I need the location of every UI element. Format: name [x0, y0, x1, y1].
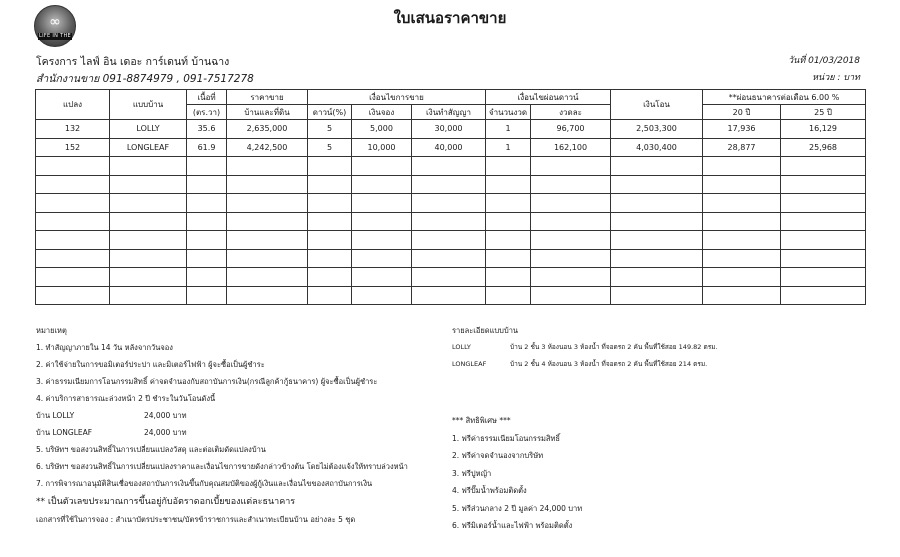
- empty-cell: [611, 175, 703, 194]
- notes-section: [36, 322, 456, 528]
- empty-cell: [187, 268, 227, 287]
- note-1: 1. ทำสัญญาภายใน 14 วัน หลังจากวันจอง: [36, 343, 173, 352]
- empty-cell: [486, 212, 531, 231]
- price-table-body: [36, 120, 866, 305]
- empty-cell: [611, 194, 703, 213]
- empty-cell: [36, 268, 110, 287]
- note-6: 6. บริษัทฯ ขอสงวนสิทธิ์ในการเปลี่ยนแปลงราคาและเงื่อนไขการขายดังกล่าวข้างต้น โดยไม่ต้องแจ้งให้ทราบล่วงหน้า: [36, 462, 408, 471]
- empty-cell: [531, 212, 611, 231]
- empty-cell: [352, 231, 412, 250]
- header-bank: **ผ่อนธนาคารต่อเดือน 6.00 %: [703, 90, 866, 105]
- empty-cell: [352, 249, 412, 268]
- empty-cell: [227, 175, 308, 194]
- empty-cell: [781, 268, 866, 287]
- sales-office-phone: สำนักงานขาย 091-8874979 , 091-7517278: [36, 73, 254, 85]
- empty-cell: [187, 175, 227, 194]
- detail-model: LOLLY: [452, 343, 471, 351]
- empty-cell: [352, 194, 412, 213]
- cell-price: 2,635,000: [227, 120, 308, 139]
- header-model: แบบบ้าน: [110, 90, 187, 120]
- empty-cell: [308, 286, 352, 305]
- header-contract: เงินทำสัญญา: [412, 105, 486, 120]
- empty-cell: [611, 231, 703, 250]
- header-per-installment: งวดละ: [531, 105, 611, 120]
- fee-lolly: [36, 407, 456, 424]
- header-area: เนื้อที่: [187, 90, 227, 105]
- cell-area: 35.6: [187, 120, 227, 139]
- empty-row: [36, 231, 866, 250]
- header-loan: เงินโอน: [611, 90, 703, 120]
- cell-25-years: 16,129: [781, 120, 866, 139]
- empty-cell: [703, 286, 781, 305]
- empty-cell: [352, 157, 412, 176]
- header-sale-terms: เงื่อนไขการขาย: [308, 90, 486, 105]
- cell-area: 61.9: [187, 138, 227, 157]
- special-item: 4. ฟรีปั๊มน้ำพร้อมติดตั้ง: [452, 486, 527, 495]
- header-booking: เงินจอง: [352, 105, 412, 120]
- empty-cell: [110, 249, 187, 268]
- empty-cell: [486, 157, 531, 176]
- currency-unit: หน่วย : บาท: [812, 73, 860, 83]
- empty-row: [36, 157, 866, 176]
- fee-longleaf-label: บ้าน LONGLEAF: [36, 428, 93, 437]
- empty-cell: [611, 212, 703, 231]
- empty-cell: [611, 286, 703, 305]
- empty-cell: [412, 231, 486, 250]
- fee-longleaf: [36, 424, 456, 441]
- empty-row: [36, 286, 866, 305]
- empty-cell: [412, 194, 486, 213]
- empty-cell: [36, 249, 110, 268]
- document-date: วันที่ 01/03/2018: [788, 56, 860, 66]
- empty-cell: [781, 286, 866, 305]
- empty-cell: [486, 268, 531, 287]
- empty-cell: [611, 249, 703, 268]
- infinity-icon: ∞: [49, 14, 61, 30]
- detail-item: [452, 339, 718, 356]
- empty-cell: [36, 157, 110, 176]
- cell-price: 4,242,500: [227, 138, 308, 157]
- empty-cell: [308, 212, 352, 231]
- empty-cell: [352, 212, 412, 231]
- empty-cell: [531, 286, 611, 305]
- empty-cell: [110, 175, 187, 194]
- empty-cell: [531, 157, 611, 176]
- empty-row: [36, 175, 866, 194]
- cell-down-pct: 5: [308, 120, 352, 139]
- empty-row: [36, 212, 866, 231]
- empty-cell: [308, 194, 352, 213]
- empty-cell: [227, 194, 308, 213]
- empty-cell: [110, 231, 187, 250]
- empty-cell: [187, 212, 227, 231]
- price-table: [35, 89, 866, 305]
- empty-cell: [308, 157, 352, 176]
- empty-cell: [227, 249, 308, 268]
- empty-cell: [781, 157, 866, 176]
- details-heading: รายละเอียดแบบบ้าน: [452, 326, 519, 335]
- empty-cell: [187, 231, 227, 250]
- fee-longleaf-value: 24,000 บาท: [144, 428, 187, 437]
- note-5: 5. บริษัทฯ ขอสงวนสิทธิ์ในการเปลี่ยนแปลงวัสดุ และต่อเติมดัดแปลงบ้าน: [36, 445, 266, 454]
- cell-loan: 4,030,400: [611, 138, 703, 157]
- detail-desc: บ้าน 2 ชั้น 3 ห้องนอน 3 ห้องน้ำ ที่จอดรถ 2 คัน พื้นที่ใช้สอย 149.82 ตรม.: [510, 343, 718, 351]
- header-down-terms: เงื่อนไขผ่อนดาวน์: [486, 90, 611, 105]
- empty-cell: [308, 175, 352, 194]
- empty-row: [36, 194, 866, 213]
- table-row: [36, 138, 866, 157]
- cell-down-pct: 5: [308, 138, 352, 157]
- special-item: 5. ฟรีส่วนกลาง 2 ปี มูลค่า 24,000 บาท: [452, 503, 583, 513]
- rate-note: ** เป็นตัวเลขประมาณการขึ้นอยู่กับอัตราดอกเบี้ยของแต่ละธนาคาร: [36, 497, 296, 507]
- special-privileges: [452, 412, 582, 535]
- empty-cell: [36, 231, 110, 250]
- cell-20-years: 17,936: [703, 120, 781, 139]
- empty-cell: [308, 249, 352, 268]
- empty-cell: [703, 249, 781, 268]
- detail-desc: บ้าน 2 ชั้น 4 ห้องนอน 3 ห้องน้ำ ที่จอดรถ 2 คัน พื้นที่ใช้สอย 214 ตรม.: [510, 360, 708, 368]
- cell-lot: 132: [36, 120, 110, 139]
- empty-cell: [36, 194, 110, 213]
- cell-loan: 2,503,300: [611, 120, 703, 139]
- cell-20-years: 28,877: [703, 138, 781, 157]
- empty-cell: [611, 268, 703, 287]
- fee-lolly-label: บ้าน LOLLY: [36, 411, 75, 420]
- empty-cell: [187, 194, 227, 213]
- empty-cell: [412, 212, 486, 231]
- empty-cell: [703, 175, 781, 194]
- empty-cell: [531, 194, 611, 213]
- empty-cell: [781, 194, 866, 213]
- empty-cell: [531, 231, 611, 250]
- empty-cell: [412, 157, 486, 176]
- empty-cell: [308, 268, 352, 287]
- house-details: [452, 322, 718, 373]
- booking-documents: เอกสารที่ใช้ในการจอง : สำเนาบัตรประชาชน/บัตรข้าราชการและสำเนาทะเบียนบ้าน อย่างละ 5 ชุด: [36, 515, 356, 524]
- note-7: 7. การพิจารณาอนุมัติสินเชื่อของสถาบันการเงินขึ้นกับคุณสมบัติของผู้กู้เงินและเงื่อนไขของสถาบันการเงิน: [36, 479, 373, 488]
- empty-cell: [486, 231, 531, 250]
- empty-cell: [308, 231, 352, 250]
- empty-cell: [352, 268, 412, 287]
- header-price: ราคาขาย: [227, 90, 308, 105]
- empty-cell: [412, 268, 486, 287]
- empty-cell: [486, 249, 531, 268]
- empty-cell: [110, 212, 187, 231]
- empty-row: [36, 249, 866, 268]
- special-item: 2. ฟรีค่าจดจำนองจากบริษัท: [452, 451, 544, 460]
- cell-per-installment: 162,100: [531, 138, 611, 157]
- cell-booking: 10,000: [352, 138, 412, 157]
- header-installments: จำนวนงวด: [486, 105, 531, 120]
- cell-installments: 1: [486, 120, 531, 139]
- empty-cell: [110, 286, 187, 305]
- empty-cell: [227, 231, 308, 250]
- empty-cell: [187, 249, 227, 268]
- empty-cell: [703, 212, 781, 231]
- empty-cell: [531, 175, 611, 194]
- empty-cell: [412, 249, 486, 268]
- empty-cell: [781, 249, 866, 268]
- empty-cell: [703, 268, 781, 287]
- empty-cell: [36, 212, 110, 231]
- note-4: 4. ค่าบริการสาธารณะล่วงหน้า 2 ปี ชำระในวันโอนดังนี้: [36, 394, 216, 403]
- header-down-pct: ดาวน์(%): [308, 105, 352, 120]
- empty-row: [36, 268, 866, 287]
- note-3: 3. ค่าธรรมเนียมการโอนกรรมสิทธิ์ ค่าจดจำนองกับสถาบันการเงิน(กรณีลูกค้ากู้ธนาคาร) ผู้จะซื้อเป็นผู้ชำระ: [36, 377, 378, 386]
- cell-contract: 30,000: [412, 120, 486, 139]
- special-heading: *** สิทธิพิเศษ ***: [452, 416, 511, 425]
- logo-band: LIFE IN THE: [39, 33, 71, 39]
- empty-cell: [531, 249, 611, 268]
- project-name: โครงการ ไลฟ์ อิน เดอะ การ์เดนท์ บ้านฉาง: [36, 56, 230, 68]
- special-item: 3. ฟรีปูหญ้า: [452, 468, 492, 478]
- empty-cell: [110, 157, 187, 176]
- empty-cell: [412, 286, 486, 305]
- header-lot: แปลง: [36, 90, 110, 120]
- table-row: [36, 120, 866, 139]
- detail-item: [452, 356, 718, 373]
- empty-cell: [187, 157, 227, 176]
- empty-cell: [110, 268, 187, 287]
- detail-model: LONGLEAF: [452, 360, 487, 368]
- cell-contract: 40,000: [412, 138, 486, 157]
- empty-cell: [187, 286, 227, 305]
- empty-cell: [781, 175, 866, 194]
- empty-cell: [611, 157, 703, 176]
- empty-cell: [412, 175, 486, 194]
- note-2: 2. ค่าใช้จ่ายในการขอมิเตอร์ประปา และมิเตอร์ไฟฟ้า ผู้จะซื้อเป็นผู้ชำระ: [36, 360, 265, 369]
- special-item: 1. ฟรีค่าธรรมเนียมโอนกรรมสิทธิ์: [452, 433, 561, 443]
- notes-heading: หมายเหตุ: [36, 326, 67, 335]
- document-title: ใบเสนอราคาขาย: [393, 9, 507, 27]
- empty-cell: [531, 268, 611, 287]
- empty-cell: [486, 175, 531, 194]
- fee-lolly-value: 24,000 บาท: [144, 411, 187, 420]
- empty-cell: [227, 268, 308, 287]
- empty-cell: [781, 231, 866, 250]
- empty-cell: [110, 194, 187, 213]
- cell-installments: 1: [486, 138, 531, 157]
- empty-cell: [703, 194, 781, 213]
- cell-model: LOLLY: [110, 120, 187, 139]
- header-20-years: 20 ปี: [703, 105, 781, 120]
- header-area-unit: (ตร.วา): [187, 105, 227, 120]
- empty-cell: [36, 175, 110, 194]
- empty-cell: [486, 286, 531, 305]
- empty-cell: [781, 212, 866, 231]
- empty-cell: [703, 231, 781, 250]
- cell-25-years: 25,968: [781, 138, 866, 157]
- empty-cell: [703, 157, 781, 176]
- special-item: 6. ฟรีมิเตอร์น้ำและไฟฟ้า พร้อมติดตั้ง: [452, 521, 573, 530]
- empty-cell: [227, 286, 308, 305]
- header-price-sub: บ้านและที่ดิน: [227, 105, 308, 120]
- cell-per-installment: 96,700: [531, 120, 611, 139]
- empty-cell: [352, 175, 412, 194]
- empty-cell: [36, 286, 110, 305]
- empty-cell: [227, 212, 308, 231]
- cell-booking: 5,000: [352, 120, 412, 139]
- empty-cell: [486, 194, 531, 213]
- empty-cell: [227, 157, 308, 176]
- cell-model: LONGLEAF: [110, 138, 187, 157]
- header-25-years: 25 ปี: [781, 105, 866, 120]
- cell-lot: 152: [36, 138, 110, 157]
- empty-cell: [352, 286, 412, 305]
